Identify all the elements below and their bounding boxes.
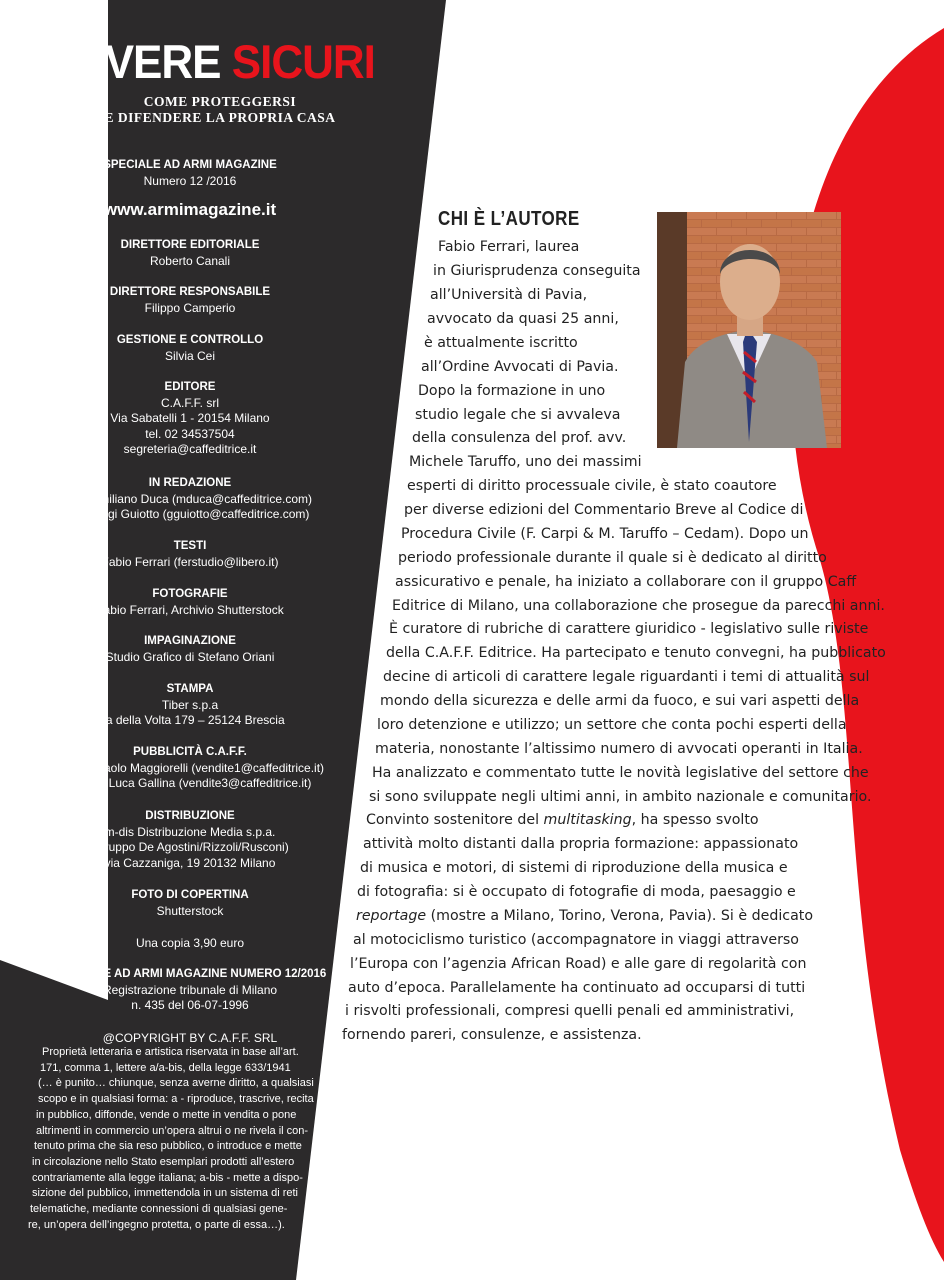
article-line: esperti di diritto processuale civile, è stato coautore — [407, 478, 777, 494]
colophon-stampa — [40, 682, 340, 729]
article-text-segment: Convinto sostenitore del — [366, 812, 544, 828]
article-line: della C.A.F.F. Editrice. Ha partecipato e tenuto convegni, ha pubblicato — [386, 645, 886, 661]
foto-copertina-heading: FOTO DI COPERTINA — [131, 889, 249, 901]
redazione-line: Gianluigi Guiotto (gguiotto@caffeditrice.com) — [70, 507, 310, 521]
article-line: di fotografia: si è occupato di fotografie di moda, paesaggio e — [357, 884, 796, 900]
colophon-pubblicita — [40, 745, 340, 792]
gestione-value: Silvia Cei — [164, 348, 215, 363]
registrazione-heading: SPECIALE AD ARMI MAGAZINE NUMERO 12/2016 — [53, 968, 327, 980]
article-line: Ha analizzato e commentato tutte le novità legislative del settore che — [372, 765, 869, 781]
article-line: attività molto distanti dalla propria formazione: appassionato — [363, 836, 799, 852]
article-line: si sono sviluppate negli ultimi anni, in ambito nazionale e comunitario. — [369, 789, 872, 805]
colophon-editore — [40, 380, 340, 458]
magazine-subtitle — [60, 94, 380, 126]
article-line: della consulenza del prof. avv. — [412, 430, 627, 446]
article-line: per diverse edizioni del Commentario Breve al Codice di — [404, 502, 804, 518]
direttore-responsabile-value: Filippo Camperio — [144, 300, 236, 315]
masthead — [40, 38, 380, 126]
distribuzione-line: m-dis Distribuzione Media s.p.a. — [104, 824, 276, 839]
copyright-text — [28, 1045, 328, 1233]
gestione-heading: GESTIONE E CONTROLLO — [116, 334, 264, 346]
subtitle-line-2: E DIFENDERE LA PROPRIA CASA — [104, 110, 336, 125]
article-italic-term: multitasking — [543, 812, 632, 828]
article-line: in Giurisprudenza conseguita — [433, 263, 641, 279]
article-line — [356, 907, 813, 925]
article-line: periodo professionale durante il quale si è dedicato al diritto — [398, 550, 827, 566]
article-line: al motociclismo turistico (accompagnatore in viaggi attraverso — [353, 932, 799, 948]
colophon-fotografie — [40, 587, 340, 618]
copyright-line: altrimenti in commercio un’opera altrui o ne rivela il con- — [36, 1124, 309, 1137]
direttore-editoriale-heading: DIRETTORE EDITORIALE — [120, 239, 260, 251]
testi-heading: TESTI — [173, 540, 207, 552]
article-line — [366, 811, 759, 829]
editore-email[interactable]: segreteria@caffeditrice.it — [123, 442, 257, 456]
article-line: loro detenzione e utilizzo; un settore che conta pochi esperti della — [377, 717, 847, 733]
copyright-line: scopo e in qualsiasi forma: a - riproduce, trascrive, recita — [38, 1093, 314, 1106]
colophon-redazione — [40, 476, 340, 523]
editore-line: C.A.F.F. srl — [160, 395, 219, 410]
article-line: avvocato da quasi 25 anni, — [427, 311, 619, 327]
registrazione-line: Registrazione tribunale di Milano — [102, 982, 278, 997]
fotografie-value: Fabio Ferrari, Archivio Shutterstock — [96, 602, 284, 617]
colophon-direttore-responsabile — [40, 285, 340, 316]
colophon-speciale — [40, 158, 340, 189]
website-link[interactable]: www.armimagazine.it — [103, 200, 277, 219]
stampa-line: Via della Volta 179 – 25124 Brescia — [95, 713, 285, 727]
colophon-prezzo: Una copia 3,90 euro — [135, 936, 245, 950]
speciale-heading: SPECIALE AD ARMI MAGAZINE — [103, 159, 277, 171]
distribuzione-line: via Cazzaniga, 19 20132 Milano — [104, 855, 276, 870]
direttore-editoriale-value: Roberto Canali — [149, 253, 231, 268]
foto-copertina-value: Shutterstock — [156, 903, 224, 918]
copyright-line: telematiche, mediante connessioni di qualsiasi gene- — [30, 1203, 288, 1216]
speciale-value: Numero 12 /2016 — [143, 173, 237, 188]
copyright-line: 171, comma 1, lettere a/a-bis, della legge 633/1941 — [40, 1061, 291, 1074]
stampa-line: Tiber s.p.a — [161, 697, 219, 712]
pubblicita-heading: PUBBLICITÀ C.A.F.F. — [133, 746, 247, 758]
impaginazione-value: Studio Grafico di Stefano Oriani — [105, 649, 275, 664]
editore-heading: EDITORE — [164, 381, 216, 393]
article-title: CHI È L’AUTORE — [438, 208, 580, 230]
copyright-line: in circolazione nello Stato esemplari prodotti all’estero — [32, 1155, 295, 1168]
article-line: i risvolti professionali, compresi quelli penali ed amministrativi, — [345, 1003, 795, 1019]
fotografie-heading: FOTOGRAFIE — [152, 588, 228, 600]
title-white-part: VIVERE — [65, 36, 221, 89]
article-line: Fabio Ferrari, laurea — [438, 239, 580, 255]
article-line: è attualmente iscritto — [424, 335, 578, 351]
article-line: materia, nonostante l’altissimo numero di avvocati operanti in Italia. — [375, 741, 863, 757]
article-line: Michele Taruffo, uno dei massimi — [409, 454, 642, 470]
article-text-segment: , ha spesso svolto — [631, 812, 759, 828]
colophon-registrazione — [25, 967, 355, 1014]
colophon-distribuzione — [40, 809, 340, 871]
article-line: all’Università di Pavia, — [430, 287, 588, 303]
pubblicita-line: agente Luca Gallina (vendite3@caffeditrice.it) — [68, 776, 312, 790]
distribuzione-line: (Gruppo De Agostini/Rizzoli/Rusconi) — [91, 840, 289, 854]
article-line: di musica e motori, di sistemi di riproduzione della musica e — [360, 860, 788, 876]
copyright-line: tenuto prima che sia reso pubblico, o introduce e mette — [34, 1140, 302, 1153]
impaginazione-heading: IMPAGINAZIONE — [144, 635, 236, 647]
title-red-part: SICURI — [231, 36, 375, 89]
editore-line: Via Sabatelli 1 - 20154 Milano — [110, 411, 270, 425]
copyright-line: contrariamente alla legge italiana; a-bis - mette a dispo- — [32, 1171, 303, 1184]
article-text-segment: (mostre a Milano, Torino, Verona, Pavia). Si è dedicato — [426, 908, 814, 924]
direttore-responsabile-heading: DIRETTORE RESPONSABILE — [109, 286, 271, 298]
author-portrait-image — [657, 212, 841, 448]
redazione-heading: IN REDAZIONE — [148, 477, 232, 489]
article-line: fornendo pareri, consulenze, e assistenza. — [342, 1027, 642, 1043]
testi-value: Fabio Ferrari (ferstudio@libero.it) — [101, 554, 279, 569]
article-line: auto d’epoca. Parallelamente ha continuato ad occuparsi di tutti — [348, 980, 806, 996]
colophon-foto-copertina — [40, 888, 340, 919]
pubblicita-line: agente Paolo Maggiorelli (vendite1@caffeditrice.it) — [55, 760, 325, 775]
article-line: assicurativo e penale, ha iniziato a collaborare con il gruppo Caff — [395, 574, 857, 590]
article-line: È curatore di rubriche di carattere giuridico - legislativo sulle riviste — [389, 621, 869, 637]
article-line: decine di articoli di carattere legale riguardanti i temi di attualità sul — [383, 669, 870, 685]
copyright-line: Proprietà letteraria e artistica riservata in base all’art. — [42, 1046, 299, 1058]
article-line: l’Europa con l’agenzia African Road) e alle gare di regolarità con — [350, 956, 807, 972]
article-line: Dopo la formazione in uno — [418, 383, 606, 399]
article-line: Editrice di Milano, una collaborazione che prosegue da parecchi anni. — [392, 598, 885, 614]
article-line: mondo della sicurezza e delle armi da fuoco, e sui vari aspetti della — [380, 693, 860, 709]
colophon-gestione — [40, 333, 340, 364]
colophon-testi — [40, 539, 340, 570]
copyright-line: (… è punito… chiunque, senza averne diritto, a qualsiasi — [38, 1077, 314, 1090]
article-line: all’Ordine Avvocati di Pavia. — [421, 359, 619, 375]
article-line: Procedura Civile (F. Carpi & M. Taruffo – Cedam). Dopo un — [401, 526, 809, 542]
copyright-line: sizione del pubblico, immettendola in un sistema di reti — [32, 1187, 298, 1200]
editore-line: tel. 02 34537504 — [145, 426, 235, 441]
colophon-impaginazione — [40, 634, 340, 665]
article-line: studio legale che si avvaleva — [415, 407, 621, 423]
distribuzione-heading: DISTRIBUZIONE — [145, 810, 235, 822]
copyright-heading: @COPYRIGHT BY C.A.F.F. SRL — [102, 1031, 278, 1045]
article-italic-term: reportage — [356, 908, 427, 924]
copyright-line: re, un’opera dell’ingegno protetta, o parte di essa…). — [28, 1218, 285, 1231]
stampa-heading: STAMPA — [166, 683, 214, 695]
copyright-line: in pubblico, diffonde, vende o mette in vendita o pone — [36, 1108, 297, 1121]
magazine-title — [60, 36, 380, 90]
registrazione-line: n. 435 del 06-07-1996 — [131, 998, 249, 1012]
colophon-direttore-editoriale — [40, 238, 340, 269]
author-photo — [657, 212, 841, 448]
subtitle-line-1: COME PROTEGGERSI — [143, 94, 297, 109]
redazione-line: Massimiliano Duca (mduca@caffeditrice.com) — [67, 491, 313, 506]
